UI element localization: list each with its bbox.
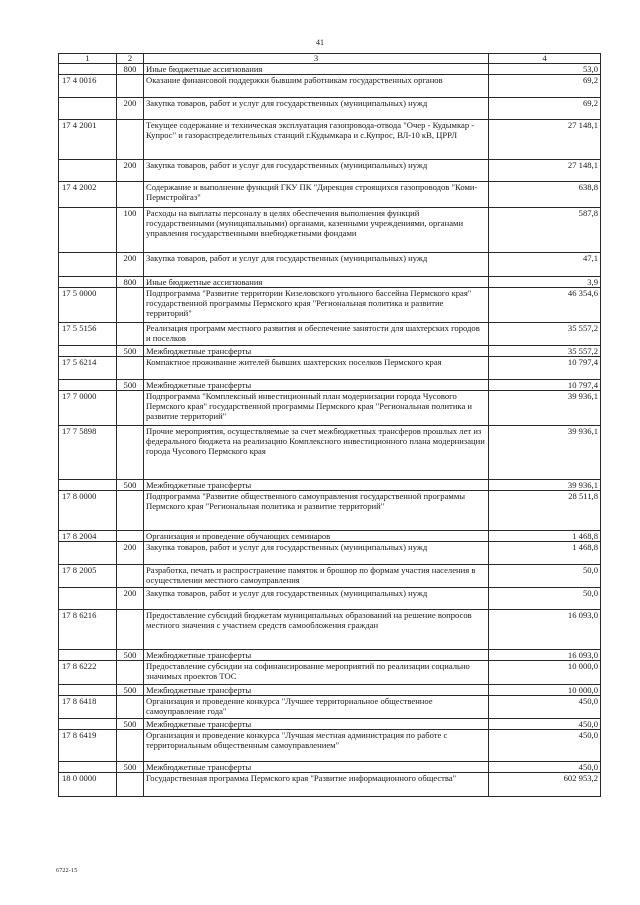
row-name: Реализация программ местного развития и обеспечение занятости для шахтерских городов и поселков [144,323,489,346]
table-row [59,75,601,98]
row-type-code: 200 [117,160,144,182]
table-row [59,64,601,75]
row-amount: 1 468,8 [489,531,601,542]
row-amount: 1 468,8 [489,542,601,565]
row-amount: 50,0 [489,588,601,610]
row-amount: 450,0 [489,696,601,719]
row-code [59,253,117,277]
row-type-code: 100 [117,208,144,253]
row-amount: 39 936,1 [489,480,601,491]
row-code [59,588,117,610]
table-row [59,531,601,542]
table-row [59,773,601,797]
row-code: 17 7 0000 [59,391,117,426]
row-name: Организация и проведение обучающих семинаров [144,531,489,542]
row-type-code: 500 [117,380,144,391]
row-code: 17 8 2005 [59,565,117,588]
row-name: Организация и проведение конкурса "Лучшее территориальное общественное самоуправление года" [144,696,489,719]
table-body [59,64,601,797]
table-row [59,208,601,253]
row-name: Межбюджетные трансферты [144,762,489,773]
row-code: 17 8 6419 [59,730,117,762]
row-name: Прочие мероприятия, осуществляемые за счет межбюджетных трансферов прошлых лет из федерального бюджета на реализацию Комплексного инвестиционного плана модернизации города Чусового Пермского края [144,426,489,480]
table-row [59,762,601,773]
table-row [59,160,601,182]
row-code: 17 5 0000 [59,288,117,323]
row-code [59,719,117,730]
row-code: 17 4 2002 [59,182,117,208]
row-type-code: 200 [117,542,144,565]
row-code: 17 8 2004 [59,531,117,542]
table-row [59,120,601,160]
row-code: 17 4 2001 [59,120,117,160]
row-name: Предоставление субсидии на софинансирование мероприятий по реализации социально значимых проектов ТОС [144,661,489,685]
row-name: Разработка, печать и распространение памяток и брошюр по формам участия населения в осуществлении местного самоуправления [144,565,489,588]
row-type-code [117,531,144,542]
row-name: Компактное проживание жителей бывших шахтерских поселков Пермского края [144,357,489,380]
row-amount: 53,0 [489,64,601,75]
row-code [59,380,117,391]
page-number: 41 [316,38,324,47]
row-name: Межбюджетные трансферты [144,346,489,357]
table-row [59,491,601,531]
row-amount: 10 797,4 [489,357,601,380]
row-name: Предоставление субсидий бюджетам муниципальных образований на решение вопросов местного значения с участием средств самообложения граждан [144,610,489,650]
row-type-code [117,610,144,650]
row-amount: 69,2 [489,75,601,98]
row-type-code [117,730,144,762]
row-type-code [117,426,144,480]
row-amount: 27 148,1 [489,160,601,182]
table-row [59,426,601,480]
row-code [59,480,117,491]
row-name: Текущее содержание и техническая эксплуатация газопровода-отвода "Очер - Кудымкар - Купрос" и газораспределительных станций г.Кудымкара и с.Купрос, ВЛ-10 кВ, ЦРРЛ [144,120,489,160]
row-name: Иные бюджетные ассигнования [144,277,489,288]
row-name: Межбюджетные трансферты [144,719,489,730]
row-code: 18 0 0000 [59,773,117,797]
row-code [59,277,117,288]
row-amount: 27 148,1 [489,120,601,160]
row-name: Закупка товаров, работ и услуг для государственных (муниципальных) нужд [144,253,489,277]
row-code: 17 8 6418 [59,696,117,719]
table-row [59,253,601,277]
row-type-code [117,661,144,685]
table-row [59,650,601,661]
row-name: Подпрограмма "Развитие территории Кизеловского угольного бассейна Пермского края" государственной программы Пермского края "Региональная политика и развитие территорий" [144,288,489,323]
table-row [59,346,601,357]
row-type-code: 800 [117,64,144,75]
row-code: 17 8 0000 [59,491,117,531]
table-row [59,288,601,323]
row-type-code: 500 [117,719,144,730]
row-code: 17 4 0016 [59,75,117,98]
row-name: Иные бюджетные ассигнования [144,64,489,75]
row-amount: 47,1 [489,253,601,277]
row-type-code: 800 [117,277,144,288]
row-name: Расходы на выплаты персоналу в целях обеспечения выполнения функций государственными (муниципальными) органами, казенными учреждениями, органами управления государственными внебюджетными фондами [144,208,489,253]
row-name: Межбюджетные трансферты [144,685,489,696]
row-amount: 10 000,0 [489,661,601,685]
row-type-code [117,773,144,797]
row-amount: 16 093,0 [489,610,601,650]
row-type-code: 500 [117,685,144,696]
row-type-code [117,288,144,323]
row-name: Межбюджетные трансферты [144,650,489,661]
table-row [59,277,601,288]
table-row [59,480,601,491]
header-col-4: 4 [489,54,601,64]
row-amount: 587,8 [489,208,601,253]
row-type-code [117,182,144,208]
table-row [59,565,601,588]
row-code: 17 8 6222 [59,661,117,685]
row-name: Подпрограмма "Развитие общественного самоуправления государственной программы Пермского края "Региональная политика и развитие территорий" [144,491,489,531]
row-amount: 450,0 [489,719,601,730]
table-row [59,696,601,719]
row-name: Организация и проведение конкурса "Лучшая местная администрация по работе с территориальным общественным самоуправлением" [144,730,489,762]
table-row [59,685,601,696]
row-code [59,542,117,565]
header-col-1: 1 [59,54,117,64]
row-type-code [117,357,144,380]
header-col-3: 3 [144,54,489,64]
row-type-code [117,120,144,160]
row-amount: 16 093,0 [489,650,601,661]
table-row [59,391,601,426]
row-amount: 10 797,4 [489,380,601,391]
row-name: Содержание и выполнение функций ГКУ ПК "Дирекция строящихся газопроводов "Коми-Пермстройгаз" [144,182,489,208]
table-row [59,357,601,380]
row-type-code [117,696,144,719]
row-amount: 46 354,6 [489,288,601,323]
row-type-code [117,565,144,588]
row-code: 17 7 5898 [59,426,117,480]
row-type-code: 500 [117,346,144,357]
row-name: Межбюджетные трансферты [144,380,489,391]
budget-table [58,53,601,797]
row-name: Государственная программа Пермского края "Развитие информационного общества" [144,773,489,797]
row-code [59,346,117,357]
row-amount: 69,2 [489,98,601,120]
row-name: Оказание финансовой поддержки бывшим работникам государственных органов [144,75,489,98]
row-type-code: 200 [117,588,144,610]
row-type-code: 200 [117,98,144,120]
row-amount: 28 511,8 [489,491,601,531]
row-amount: 39 936,1 [489,391,601,426]
row-code [59,685,117,696]
row-amount: 450,0 [489,762,601,773]
table-row [59,588,601,610]
row-type-code [117,323,144,346]
table-row [59,661,601,685]
row-name: Закупка товаров, работ и услуг для государственных (муниципальных) нужд [144,542,489,565]
row-amount: 10 000,0 [489,685,601,696]
row-type-code [117,75,144,98]
row-code [59,650,117,661]
row-name: Закупка товаров, работ и услуг для государственных (муниципальных) нужд [144,588,489,610]
row-amount: 39 936,1 [489,426,601,480]
row-code: 17 8 6216 [59,610,117,650]
row-code: 17 5 6214 [59,357,117,380]
row-name: Закупка товаров, работ и услуг для государственных (муниципальных) нужд [144,160,489,182]
row-name: Подпрограмма "Комплексный инвестиционный план модернизации города Чусового Пермского края" государственной программы Пермского края "Региональная политика и развитие территорий" [144,391,489,426]
row-code [59,208,117,253]
row-name: Закупка товаров, работ и услуг для государственных (муниципальных) нужд [144,98,489,120]
table-row [59,610,601,650]
row-code: 17 5 5156 [59,323,117,346]
table-row [59,730,601,762]
row-amount: 35 557,2 [489,323,601,346]
row-type-code [117,391,144,426]
table-row [59,182,601,208]
table-row [59,98,601,120]
footer-code: 6722-15 [56,868,78,874]
row-code [59,98,117,120]
table-row [59,719,601,730]
header-col-2: 2 [117,54,144,64]
row-code [59,762,117,773]
row-code [59,160,117,182]
row-amount: 450,0 [489,730,601,762]
row-amount: 35 557,2 [489,346,601,357]
row-type-code: 500 [117,650,144,661]
row-type-code: 500 [117,480,144,491]
table-row [59,380,601,391]
table-header-row [59,54,601,64]
row-amount: 602 953,2 [489,773,601,797]
row-name: Межбюджетные трансферты [144,480,489,491]
table-row [59,323,601,346]
row-amount: 3,9 [489,277,601,288]
row-type-code: 200 [117,253,144,277]
row-type-code [117,491,144,531]
row-amount: 638,8 [489,182,601,208]
table-row [59,542,601,565]
row-code [59,64,117,75]
row-type-code: 500 [117,762,144,773]
row-amount: 50,0 [489,565,601,588]
